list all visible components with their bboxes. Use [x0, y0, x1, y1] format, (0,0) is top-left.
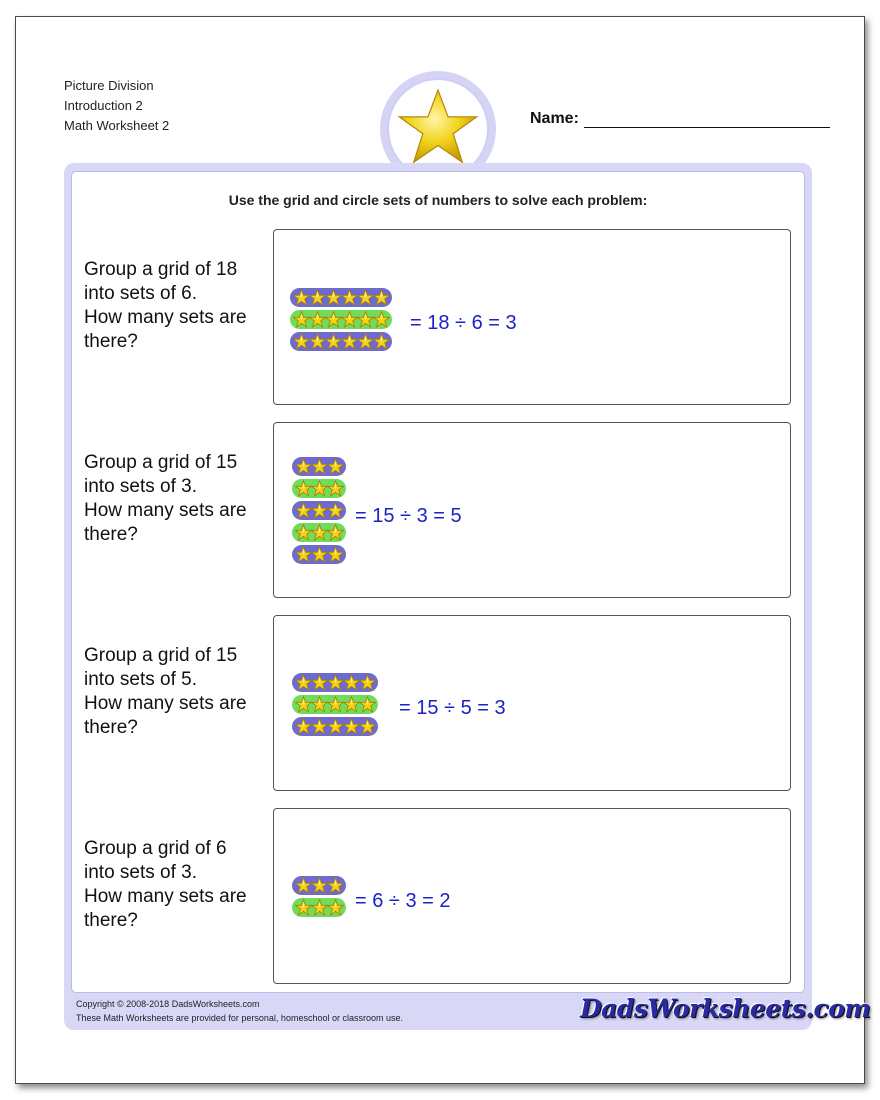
- problem-4-equation: = 6 ÷ 3 = 2: [355, 890, 451, 912]
- star-icon: [311, 877, 328, 894]
- star-icon: [295, 718, 312, 735]
- problem-3-text: Group a grid of 15 into sets of 5. How many sets are there?: [84, 645, 247, 738]
- star-icon: [396, 85, 480, 169]
- star-icon: [295, 524, 312, 541]
- instructions: Use the grid and circle sets of numbers to solve each problem:: [228, 192, 648, 208]
- star-icon: [327, 480, 344, 497]
- star-icon: [373, 289, 390, 306]
- star-icon: [311, 696, 328, 713]
- star-icon: [343, 696, 360, 713]
- worksheet-title: Picture Division: [64, 78, 154, 93]
- site-logo[interactable]: DadsWorksheets.com: [580, 994, 871, 1023]
- star-icon: [293, 311, 310, 328]
- problem-4-star-groups: [292, 876, 346, 917]
- star-icon: [325, 333, 342, 350]
- star-icon: [327, 674, 344, 691]
- star-icon: [341, 311, 358, 328]
- problem-2-star-groups: [292, 457, 346, 564]
- name-field[interactable]: [584, 127, 830, 128]
- star-group: [292, 673, 378, 692]
- star-icon: [327, 524, 344, 541]
- star-icon: [295, 674, 312, 691]
- star-icon: [295, 458, 312, 475]
- star-group: [290, 332, 392, 351]
- star-icon: [327, 718, 344, 735]
- star-icon: [357, 333, 374, 350]
- star-icon: [327, 877, 344, 894]
- star-icon: [311, 546, 328, 563]
- star-icon: [373, 333, 390, 350]
- star-icon: [359, 696, 376, 713]
- star-icon: [293, 289, 310, 306]
- star-icon: [311, 899, 328, 916]
- star-icon: [359, 718, 376, 735]
- star-icon: [295, 546, 312, 563]
- star-icon: [309, 289, 326, 306]
- star-icon: [325, 311, 342, 328]
- star-icon: [293, 333, 310, 350]
- star-group: [292, 876, 346, 895]
- problem-3-equation: = 15 ÷ 5 = 3: [399, 697, 506, 719]
- star-icon: [327, 458, 344, 475]
- star-icon: [295, 877, 312, 894]
- star-icon: [309, 333, 326, 350]
- problem-2-answer-box[interactable]: [273, 422, 791, 598]
- star-group: [292, 479, 346, 498]
- star-group: [292, 457, 346, 476]
- star-icon: [311, 458, 328, 475]
- star-icon: [295, 696, 312, 713]
- problem-2-equation: = 15 ÷ 3 = 5: [355, 505, 462, 527]
- star-icon: [359, 674, 376, 691]
- star-icon: [343, 718, 360, 735]
- problem-1-text: Group a grid of 18 into sets of 6. How many sets are there?: [84, 259, 247, 352]
- star-icon: [295, 899, 312, 916]
- problem-4-answer-box[interactable]: [273, 808, 791, 984]
- star-icon: [327, 546, 344, 563]
- star-group: [292, 545, 346, 564]
- problem-1-equation: = 18 ÷ 6 = 3: [410, 312, 517, 334]
- star-group: [292, 717, 378, 736]
- star-icon: [311, 480, 328, 497]
- star-group: [292, 695, 378, 714]
- star-icon: [327, 899, 344, 916]
- star-group: [290, 288, 392, 307]
- star-icon: [341, 333, 358, 350]
- star-icon: [357, 311, 374, 328]
- star-icon: [311, 718, 328, 735]
- problem-3-star-groups: [292, 673, 378, 736]
- star-group: [292, 898, 346, 917]
- problem-1-star-groups: [290, 288, 392, 351]
- star-icon: [327, 502, 344, 519]
- name-label: Name:: [530, 110, 579, 127]
- star-icon: [327, 696, 344, 713]
- star-icon: [309, 311, 326, 328]
- usage-notice: These Math Worksheets are provided for personal, homeschool or classroom use.: [76, 1013, 403, 1023]
- problem-4-text: Group a grid of 6 into sets of 3. How many sets are there?: [84, 838, 247, 931]
- star-icon: [295, 480, 312, 497]
- star-group: [290, 310, 392, 329]
- worksheet-subtitle: Introduction 2: [64, 98, 143, 113]
- problem-2-text: Group a grid of 15 into sets of 3. How many sets are there?: [84, 452, 247, 545]
- star-icon: [311, 674, 328, 691]
- star-icon: [311, 502, 328, 519]
- star-icon: [357, 289, 374, 306]
- star-group: [292, 523, 346, 542]
- copyright-text: Copyright © 2008-2018 DadsWorksheets.com: [76, 999, 260, 1009]
- star-icon: [373, 311, 390, 328]
- worksheet-number: Math Worksheet 2: [64, 118, 170, 133]
- star-icon: [295, 502, 312, 519]
- star-icon: [343, 674, 360, 691]
- star-group: [292, 501, 346, 520]
- star-icon: [311, 524, 328, 541]
- star-icon: [325, 289, 342, 306]
- star-icon: [341, 289, 358, 306]
